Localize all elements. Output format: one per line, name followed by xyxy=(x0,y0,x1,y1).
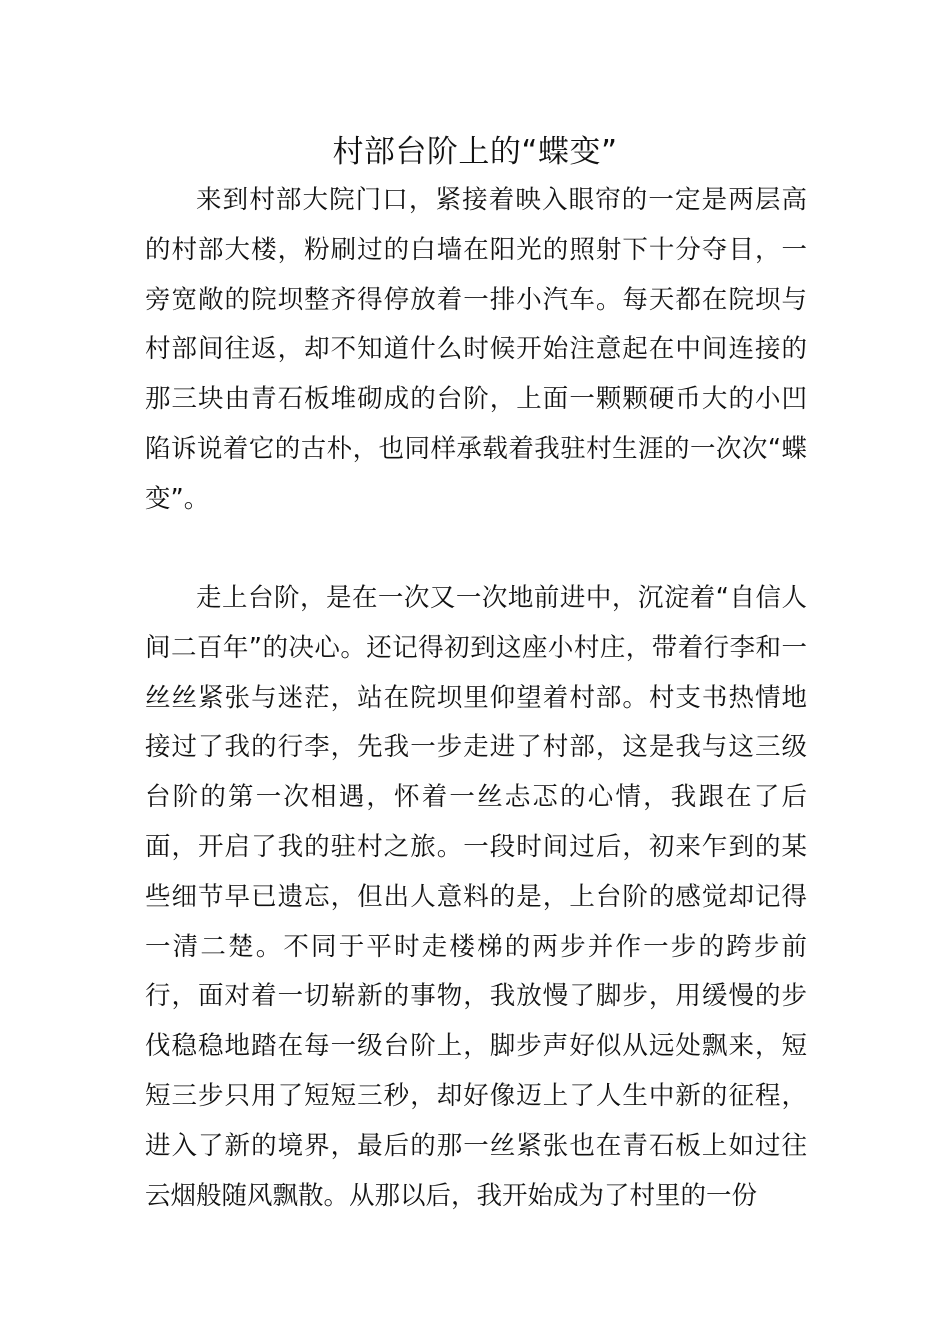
paragraph-2: 走上台阶，是在一次又一次地前进中，沉淀着“自信人间二百年”的决心。还记得初到这座小村庄，带着行李和一丝丝紧张与迷茫，站在院坝里仰望着村部。村支书热情地接过了我的行李，先我一步走进了村部，这是我与这三级台阶的第一次相遇，怀着一丝忐忑的心情，我跟在了后面，开启了我的驻村之旅。一段时间过后，初来乍到的某些细节早已遗忘，但出人意料的是，上台阶的感觉却记得一清二楚。不同于平时走楼梯的两步并作一步的跨步前行，面对着一切崭新的事物，我放慢了脚步，用缓慢的步伐稳稳地踏在每一级台阶上，脚步声好似从远处飘来，短短三步只用了短短三秒，却好像迈上了人生中新的征程，进入了新的境界，最后的那一丝紧张也在青石板上如过往云烟般随风飘散。从那以后，我开始成为了村里的一份 xyxy=(145,583,807,1211)
document-title: 村部台阶上的“蝶变” xyxy=(332,134,618,170)
paragraph-1: 来到村部大院门口，紧接着映入眼帘的一定是两层高的村部大楼，粉刷过的白墙在阳光的照射下十分夺目，一旁宽敞的院坝整齐得停放着一排小汽车。每天都在院坝与村部间往返，却不知道什么时候开始注意起在中间连接的那三块由青石板堆砌成的台阶，上面一颗颗硬币大的小凹陷诉说着它的古朴，也同样承载着我驻村生涯的一次次“蝶变”。 xyxy=(145,185,807,514)
